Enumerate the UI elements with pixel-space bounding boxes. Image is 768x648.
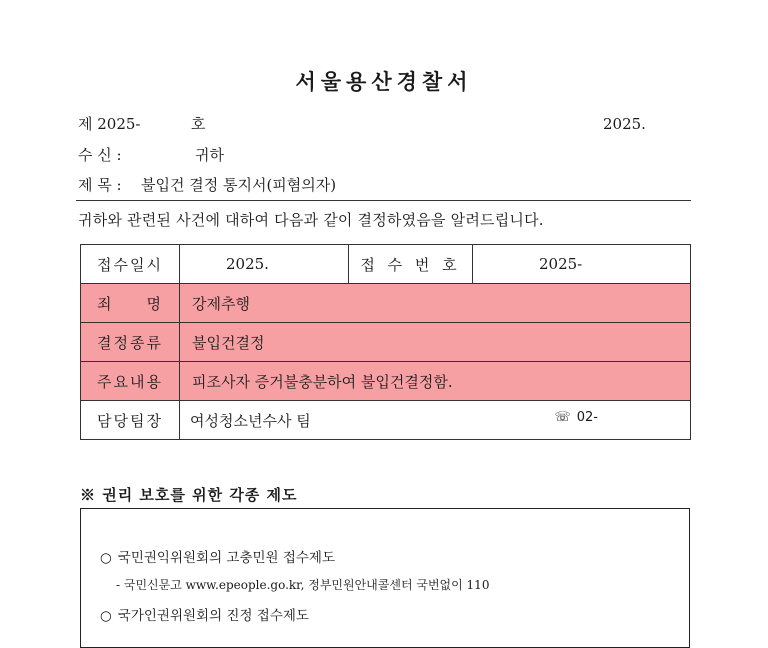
team-name: 여성청소년수사 팀 [190,411,311,430]
decision-type-label: 결정종류 [81,323,180,362]
doc-number-suffix: 호 [191,115,206,133]
main-content-value: 피조사자 증거불충분하여 불입건결정함. [180,362,691,401]
recipient-value: 귀하 [195,146,224,164]
crime-label-cell [81,284,180,323]
header-divider [76,200,691,201]
human-rights-system-label: 국가인권위원회의 진정 접수제도 [117,608,309,624]
decision-type-value: 불입건결정 [180,323,691,362]
rights-section-title: ※ 권리 보호를 위한 각종 제도 [80,486,298,504]
crime-label-part: 죄 [97,294,114,313]
main-content-label: 주요내용 [81,362,180,401]
telephone-icon: ☏ [554,409,571,425]
list-item [100,604,309,624]
crime-value: 강제추행 [180,284,691,323]
table-row [81,401,691,440]
phone-contact [555,410,599,425]
table-row [81,323,691,362]
circle-bullet-icon: ○ [100,550,112,566]
list-item [100,546,335,566]
team-leader-label: 담당팀장 [81,401,180,440]
grievance-system-label: 국민권익위원회의 고충민원 접수제도 [117,550,336,566]
doc-date: 2025. [603,115,646,133]
document-title: 서울용산경찰서 [295,69,473,94]
subject-label: 제 목 : [78,176,122,194]
phone-number: 02- [576,409,598,425]
table-row [81,245,691,284]
receipt-date-value: 2025. [180,245,349,284]
crime-label-part: 명 [146,294,163,313]
recipient-label: 수 신 : [78,146,122,164]
doc-number-prefix: 제 2025- [78,115,141,133]
grievance-contact-info: - 국민신문고 www.epeople.go.kr, 정부민원안내콜센터 국번없이 110 [116,578,490,592]
table-row [81,362,691,401]
decision-info-table [80,244,691,440]
team-leader-cell [180,401,691,440]
subject-value: 불입건 결정 통지서(피혐의자) [141,176,337,194]
receipt-number-value: 2025- [473,245,691,284]
circle-bullet-icon: ○ [100,608,112,624]
intro-text: 귀하와 관련된 사건에 대하여 다음과 같이 결정하였음을 알려드립니다. [78,211,544,229]
receipt-date-label: 접수일시 [81,245,180,284]
receipt-number-label: 접 수 번 호 [349,245,473,284]
table-row [81,284,691,323]
